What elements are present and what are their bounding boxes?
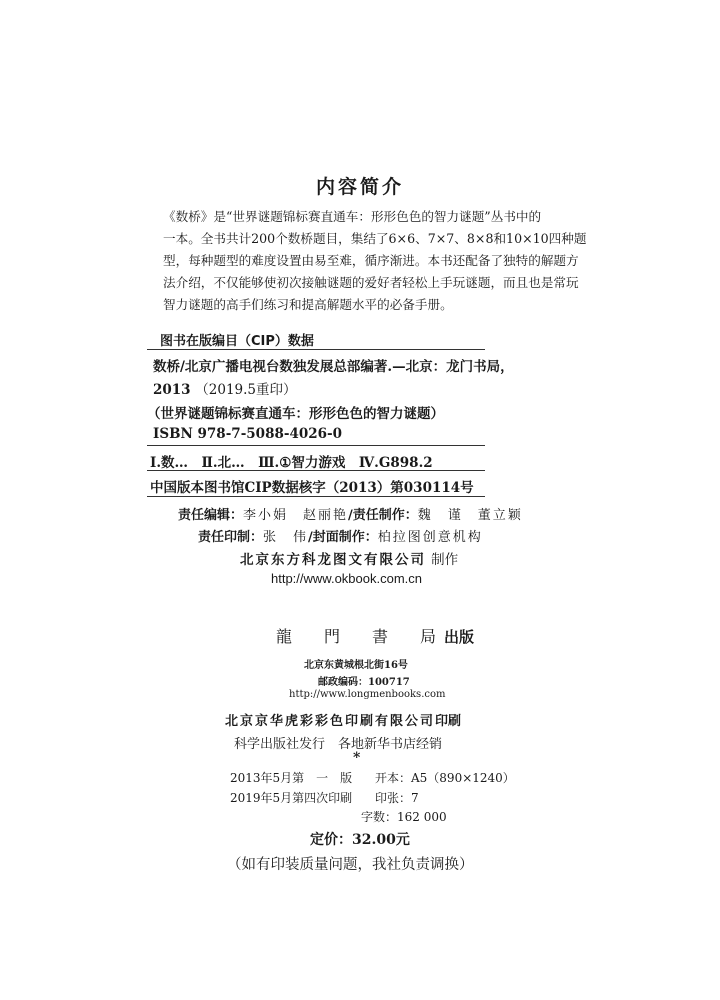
price: 定价：32.00元 xyxy=(310,832,410,848)
quality-notice: （如有印装质量问题，我社负责调换） xyxy=(227,857,474,873)
production-label: /责任制作： xyxy=(348,508,418,523)
intro-line: 智力谜题的高手们练习和提高解题水平的必备手册。 xyxy=(163,297,453,312)
cip-rule-2 xyxy=(147,470,485,471)
cover-label: /封面制作： xyxy=(308,530,378,545)
book-format: 开本：A5（890×1240） xyxy=(375,771,515,785)
publisher-name: 龍 門 書 局 xyxy=(276,627,445,646)
publisher-postcode: 邮政编码：100717 xyxy=(318,677,410,688)
producer-url: http://www.okbook.com.cn xyxy=(271,571,423,586)
intro-line: 法介绍，不仅能够使初次接触谜题的爱好者轻松上手玩谜题，而且也是常玩 xyxy=(163,275,579,290)
cip-isbn: ISBN 978-7-5088-4026-0 xyxy=(153,426,343,442)
edition-first: 2013年5月第 一 版 xyxy=(230,771,353,785)
cover-value: 柏拉图创意机构 xyxy=(377,530,483,545)
distribution-line: 科学出版社发行 各地新华书店经销 xyxy=(234,737,443,752)
editor-label: 责任编辑： xyxy=(178,508,244,523)
printing-label: 责任印制： xyxy=(198,530,264,545)
cip-series: （世界谜题锦标赛直通车：形形色色的智力谜题） xyxy=(147,406,444,422)
publisher-suffix: 出版 xyxy=(444,628,475,646)
production-value: 魏 谨 董立颖 xyxy=(417,508,523,523)
separator-star: * xyxy=(353,750,361,766)
intro-line: 型，每种题型的难度设置由易至难，循序渐进。本书还配备了独特的解题方 xyxy=(163,253,579,268)
cip-reprint: （2019.5重印） xyxy=(195,382,297,398)
printer-name: 北京京华虎彩彩色印刷有限公司 xyxy=(225,714,436,729)
cip-number: 中国版本图书馆CIP数据核字（2013）第030114号 xyxy=(150,480,474,496)
cip-year-line xyxy=(153,378,297,398)
publisher-address: 北京东黄城根北街16号 xyxy=(304,660,408,671)
cip-title-line: 数桥/北京广播电视台数独发展总部编著.—北京：龙门书局， xyxy=(153,359,514,375)
credit-printing xyxy=(198,526,483,545)
printing-value: 张 伟 xyxy=(263,530,309,545)
credit-editors xyxy=(178,504,523,523)
publisher-line xyxy=(276,624,474,647)
printer-line xyxy=(225,710,461,729)
content-intro-title: 内容简介 xyxy=(315,176,404,198)
producer-line xyxy=(240,548,458,568)
cip-classification: Ⅰ.数… Ⅱ.北… Ⅲ.①智力游戏 Ⅳ.G898.2 xyxy=(150,455,433,471)
printer-suffix: 印刷 xyxy=(435,714,462,729)
cip-heading: 图书在版编目（CIP）数据 xyxy=(160,334,314,349)
cip-mid-rule xyxy=(147,445,485,446)
cip-top-rule xyxy=(147,349,485,350)
intro-line: 一本。全书共计200个数桥题目，集结了6×6、7×7、8×8和10×10四种题 xyxy=(163,231,587,246)
producer-suffix: 制作 xyxy=(431,552,459,568)
edition-fourth: 2019年5月第四次印刷 xyxy=(230,791,353,805)
cip-year: 2013 xyxy=(153,382,191,398)
producer-name: 北京东方科龙图文有限公司 xyxy=(240,552,426,568)
print-sheets: 印张：7 xyxy=(375,791,419,805)
cip-bottom-rule xyxy=(147,496,485,497)
word-count: 字数：162 000 xyxy=(361,810,447,824)
publisher-url: http://www.longmenbooks.com xyxy=(289,689,446,700)
intro-line: 《数桥》是“世界谜题锦标赛直通车：形形色色的智力谜题”丛书中的 xyxy=(163,209,542,224)
editor-value: 李小娟 赵丽艳 xyxy=(243,508,349,523)
content-intro-body xyxy=(163,206,587,316)
